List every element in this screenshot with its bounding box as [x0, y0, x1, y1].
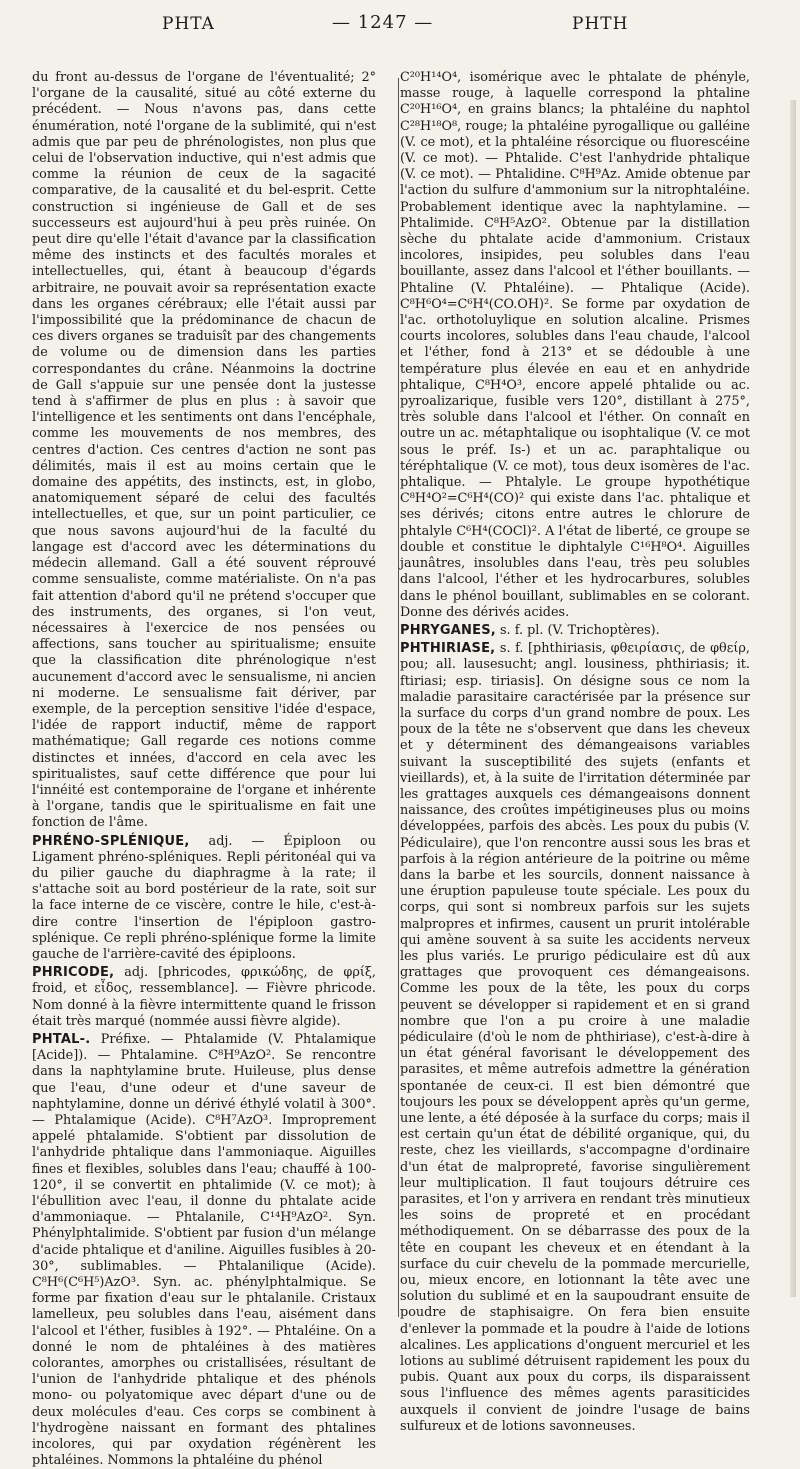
text-columns — [32, 70, 774, 1469]
headword: PHTHIRIASE, — [400, 641, 496, 657]
right-column — [400, 70, 750, 1434]
entry-phthiriase — [400, 641, 750, 1435]
entry-text: adj. — Épiploon ou Ligament phréno-spléniques. Repli péritonéal qui va du pilier gauche du diaphragme à la rate; il s'attache soit au bord postérieur de la rate, soit sur la face interne de ce viscère, contre le hile, c'est-à-dire contre l'insertion de l'épiploon gastro-splénique. Ce repli phréno-splénique forme la limite gauche de l'arrière-cavité des épiploons. — [32, 833, 376, 962]
entry-text: s. f. pl. (V. Trichoptères). — [495, 622, 660, 638]
headword: PHRÉNO-SPLÉNIQUE, — [32, 833, 190, 849]
entry-text: s. f. [phthiriasis, φθειρίασις, de φθείρ, pou; all. lausesucht; angl. lousiness, phthiriasis; it. ftiriasi; esp. tiriasis]. On désigne sous ce nom la maladie parasitaire caractérisée par la présence sur la surface du corps d'un grand nombre de poux. Les poux de la tête ne s'observent que dans les cheveux et y déterminent des démangeaisons variables suivant la susceptibilité des sujets (enfants et vieillards), et, à la suite de l'irritation déterminée par les grattages auxquels ces démangeaisons donnent naissance, des croûtes impétigineuses plus ou moins développées, parfois des abcès. Les poux du pubis (V. Pédiculaire), que l'on rencontre aussi sous les bras et parfois à la région antérieure de la poitrine ou même dans la barbe et les sourcils, donnent naissance à une éruption papuleuse toute spéciale. Les poux du corps, qui sont si nombreux parfois sur les sujets malpropres et infirmes, causent un prurit intolérable qui amène souvent à sa suite les accidents nerveux les plus variés. Le prurigo pédiculaire est dû aux grattages que provoquent ces démangeaisons. Comme les poux de la tête, les poux du corps peuvent se développer si rapidement et en si grand nombre que l'on a pu croire à une maladie pédiculaire (d'où le nom de phthiriase), c'est-à-dire à un état général favorisant le développement des parasites, et même autrefois admettre la génération spontanée de ceux-ci. Il est bien démontré que toujours les poux se développent après qu'un germe, une lente, a été déposée à la surface du corps; mais il est certain qu'un état de débilité organique, qui, du reste, chez les vieillards, s'accompagne d'ordinaire d'un état de malpropreté, favorise singulièrement leur multiplication. Il faut toujours détruire ces parasites, et l'on y arrivera en rendant très minutieux les soins de propreté et en procédant méthodiquement. On se débarrasse des poux de la tête en coupant les cheveux et en étendant à la surface du cuir chevelu de la pommade mercurielle, ou, mieux encore, en lotionnant la tête avec une solution du sublimé et en la saupoudrant ensuite de poudre de staphisaigre. On fera bien ensuite d'enlever la pommade et la poudre à l'aide de lotions alcalines. Les applications d'onguent mercuriel et les lotions au sublimé détruisent rapidement les poux du pubis. Quant aux poux du corps, ils disparaissent sous l'influence des mêmes agents parasiticides auxquels il convient de joindre l'usage de bains sulfureux et de lotions savonneuses. — [400, 641, 750, 1434]
entry-continuation: C²⁰H¹⁴O⁴, isomérique avec le phtalate de phényle, masse rouge, à laquelle correspond la phtaline C²⁰H¹⁶O⁴, en grains blancs; la phtaléine du naphtol C²⁸H¹⁸O⁸, rouge; la phtaléine pyrogallique ou galléine (V. ce mot), et la phtaléine résorcique ou fluorescéine (V. ce mot). — Phtalide. C'est l'anhydride phtalique (V. ce mot). — Phtalidine. C⁸H⁹Az. Amide obtenue par l'action du sulfure d'ammonium sur la nitrophtaléine. Probablement identique avec la naphtylamine. — Phtalimide. C⁸H⁵AzO². Obtenue par la distillation sèche du phtalate acide d'ammonium. Cristaux incolores, insipides, peu solubles dans l'eau bouillante, assez dans l'alcool et l'éther bouillants. — Phtaline (V. Phtaléine). — Phtalique (Acide). C⁸H⁶O⁴=C⁶H⁴(CO.OH)². Se forme par oxydation de l'ac. orthotoluylique en solution alcaline. Prismes courts incolores, solubles dans l'eau chaude, l'alcool et l'éther, fond à 213° et se dédouble à une température plus élevée en eau et en anhydride phtalique, C⁸H⁴O³, encore appelé phtalide ou ac. pyroalizarique, fusible vers 120°, distillant à 275°, très soluble dans l'alcool et l'éther. On connaît en outre un ac. métaphtalique ou isophtalique (V. ce mot sous le préf. Is-) et un ac. paraphtalique ou téréphtalique (V. ce mot), tous deux isomères de l'ac. phtalique. — Phtalyle. Le groupe hypothétique C⁸H⁴O²=C⁶H⁴(CO)² qui existe dans l'ac. phtalique et ses dérivés; citons entre autres le chlorure de phtalyle C⁶H⁴(COCl)². A l'état de liberté, ce groupe se double et constitue le diphtalyle C¹⁶H⁸O⁴. Aiguilles jaunâtres, insolubles dans l'eau, très peu solubles dans l'alcool, l'éther et les hydrocarbures, solubles dans le phénol bouillant, sublimables en se colorant. Donne des dérivés acides. — [400, 70, 750, 620]
headword: PHRYGANES, — [400, 622, 496, 638]
headword: PHRICODE, — [32, 965, 115, 981]
header-left-word: PHTA — [162, 14, 215, 34]
entry-phryganes — [400, 623, 750, 639]
entry-phreno-splenique — [32, 834, 376, 964]
page-number: — 1247 — — [332, 12, 434, 33]
entry-text: adj. [phricodes, φρικώδης, de φρίξ, froid, et εἶδος, ressemblance]. — Fièvre phricode. Nom donné à la fièvre intermittente quand le frisson était très marqué (nommée aussi fièvre algide). — [32, 965, 376, 1029]
headword: PHTAL-. — [32, 1031, 91, 1047]
header-right-word: PHTH — [572, 14, 629, 34]
column-divider — [398, 78, 399, 1317]
left-column — [32, 70, 376, 1469]
entry-phtal — [32, 1032, 376, 1469]
entry-phricode — [32, 965, 376, 1030]
entry-text: Préfixe. — Phtalamide (V. Phtalamique [Acide]). — Phtalamine. C⁸H⁹AzO². Se rencontre dans la naphtylamine brute. Huileuse, plus dense que l'eau, d'une odeur et d'une saveur de naphtylamine, donne un dérivé éthylé volatil à 300°. — Phtalamique (Acide). C⁸H⁷AzO³. Improprement appelé phtalamide. S'obtient par dissolution de l'anhydride phtalique dans l'ammoniaque. Aiguilles fines et flexibles, solubles dans l'eau; chauffé à 100-120°, il se convertit en phtalimide (V. ce mot); à l'ébullition avec l'eau, il donne du phtalate acide d'ammoniaque. — Phtalanile, C¹⁴H⁹AzO². Syn. Phénylphtalimide. S'obtient par fusion d'un mélange d'acide phtalique et d'aniline. Aiguilles fusibles à 20-30°, sublimables. — Phtalanilique (Acide). C⁸H⁶(C⁶H⁵)AzO³. Syn. ac. phénylphtalmique. Se forme par fixation d'eau sur le phtalanile. Cristaux lamelleux, peu solubles dans l'eau, aisément dans l'alcool et l'éther, fusibles à 192°. — Phtaléine. On a donné le nom de phtaléines à des matières colorantes, amorphes ou cristallisées, résultant de l'union de l'anhydride phtalique et des phénols mono- ou polyatomique avec départ d'une ou de deux molécules d'eau. Ces corps se combinent à l'hydrogène naissant en formant des phtalines incolores, qui par oxydation régénèrent les phtaléines. Nommons la phtaléine du phénol — [32, 1031, 376, 1469]
entry-continuation: du front au-dessus de l'organe de l'éventualité; 2° l'organe de la causalité, situé au côté externe du précédent. — Nous n'avons pas, dans cette énumération, noté l'organe de la sublimité, qui n'est admis que par peu de phrénologistes, non plus que celui de l'observation inductive, qui n'est admis que comme la réunion de ceux de la sagacité comparative, de la causalité et du bel-esprit. Cette construction si ingénieuse de Gall et de ses successeurs est aujourd'hui à peu près ruinée. On peut dire qu'elle l'était d'avance par la classification même des instincts et des facultés morales et intellectuelles, qui, étant à beaucoup d'égards arbitraire, ne pouvait avoir sa représentation exacte dans les organes cérébraux; elle l'était aussi par l'impossibilité que la prédominance de chacun de ces divers organes se traduisît par des changements de volume ou de dimension dans les parties correspondantes du crâne. Néanmoins la doctrine de Gall s'appuie sur une pensée dont la justesse tend à s'affirmer de plus en plus : à savoir que l'intelligence et les sentiments ont dans l'encéphale, comme les mouvements de nos membres, des centres d'action. Ces centres d'action ne sont pas délimités, mais il est au moins certain que le domaine des appétits, des instincts, est, in globo, anatomiquement séparé de celui des facultés intellectuelles, et que, sur un point particulier, ce que nous savons aujourd'hui de la faculté du langage est d'accord avec les déterminations du médecin allemand. Gall a été souvent réprouvé comme sensualiste, comme matérialiste. On n'a pas fait attention d'abord qu'il ne prétend s'occuper que des instruments, des organes, si l'on veut, nécessaires à l'exercice de nos pensées ou affections, sans toucher au spiritualisme; ensuite que la classification dite phrénologique n'est aucunement d'accord avec le sensualisme, ni ancien ni moderne. Le sensualisme fait dériver, par exemple, de la perception sensitive l'idée d'espace, l'idée de rapport inductif, même de rapport mathématique; Gall regarde ces notions comme distinctes et innées, d'accord en cela avec les spiritualistes, sauf cette différence que pour lui l'innéité est contemporaine de l'organe et inhérente à l'organe, tandis que le spiritualisme en fait une fonction de l'âme. — [32, 70, 376, 831]
page-edge-shadow — [790, 100, 796, 1297]
running-header — [32, 8, 774, 38]
